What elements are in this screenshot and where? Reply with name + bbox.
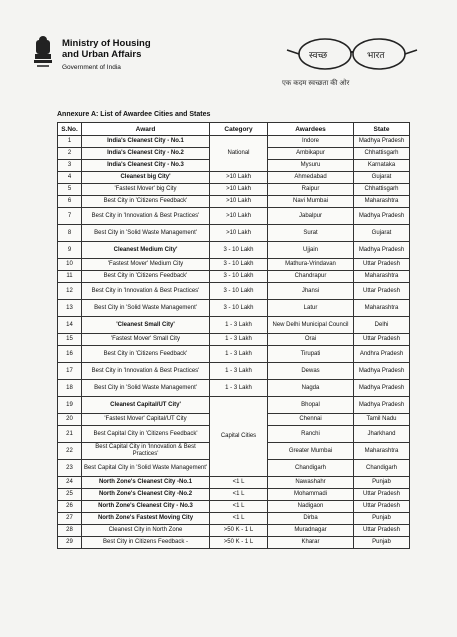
cell-awardee: Ujjain [268,242,354,259]
header-award: Award [82,123,210,136]
cell-awardee: Navi Mumbai [268,196,354,208]
cell-awardee: Indore [268,136,354,148]
cell-state: Gujarat [354,172,410,184]
cell-award: Best City in 'Citizens Feedback' [82,196,210,208]
cell-sno: 3 [58,160,82,172]
cell-awardee: Ahmedabad [268,172,354,184]
cell-sno: 1 [58,136,82,148]
cell-sno: 22 [58,443,82,460]
cell-award: India's Cleanest City - No.1 [82,136,210,148]
cell-award: 'Cleanest Small City' [82,317,210,334]
cell-award: Cleanest City in North Zone [82,525,210,537]
table-header-row [58,123,410,136]
cell-awardee: Nagda [268,380,354,397]
cell-category-capital: Capital Cities [210,397,268,477]
table-row [58,184,410,196]
cell-awardee: Jhansi [268,283,354,300]
cell-award: Best Capital City in 'Solid Waste Management' [82,460,210,477]
cell-state: Madhya Pradesh [354,363,410,380]
table-row [58,136,410,148]
cell-awardee: Mathura-Vrindavan [268,259,354,271]
svg-text:भारत: भारत [367,51,385,61]
header-category: Category [210,123,268,136]
cell-state: Uttar Pradesh [354,525,410,537]
cell-award: North Zone's Fastest Moving City [82,513,210,525]
cell-state: Uttar Pradesh [354,283,410,300]
cell-awardee: Ambikapur [268,148,354,160]
cell-awardee: Chandigarh [268,460,354,477]
cell-sno: 27 [58,513,82,525]
cell-sno: 19 [58,397,82,414]
cell-sno: 6 [58,196,82,208]
cell-category: 3 - 10 Lakh [210,300,268,317]
table-row [58,334,410,346]
cell-category: <1 L [210,513,268,525]
cell-awardee: Nadigaon [268,501,354,513]
cell-sno: 12 [58,283,82,300]
table-row [58,317,410,334]
cell-award: Best Capital City in 'Citizens Feedback' [82,426,210,443]
cell-sno: 5 [58,184,82,196]
cell-sno: 17 [58,363,82,380]
cell-category: 3 - 10 Lakh [210,259,268,271]
cell-awardee: Chennai [268,414,354,426]
cell-sno: 7 [58,208,82,225]
table-row [58,380,410,397]
header [32,34,432,94]
table-row [58,525,410,537]
cell-award: Best Capital City in 'Innovation & Best Practices' [82,443,210,460]
cell-award: Best City in Citizens Feedback - [82,537,210,549]
cell-award: 'Fastest Mover' Capital/UT City [82,414,210,426]
cell-sno: 23 [58,460,82,477]
cell-awardee: Muradnagar [268,525,354,537]
cell-category-national: National [210,136,268,172]
cell-awardee: Bhopal [268,397,354,414]
government-label: Government of India [62,64,121,71]
header-awardees: Awardees [268,123,354,136]
cell-sno: 29 [58,537,82,549]
cell-category: 1 - 3 Lakh [210,380,268,397]
table-row [58,283,410,300]
cell-sno: 16 [58,346,82,363]
cell-awardee: Surat [268,225,354,242]
cell-award: Cleanest Medium City' [82,242,210,259]
cell-awardee: Jabalpur [268,208,354,225]
cell-award: Best City in 'Innovation & Best Practices' [82,363,210,380]
cell-award: Best City in 'Solid Waste Management' [82,300,210,317]
cell-sno: 10 [58,259,82,271]
cell-award: Cleanest big City' [82,172,210,184]
cell-state: Maharashtra [354,443,410,460]
cell-state: Madhya Pradesh [354,208,410,225]
cell-state: Uttar Pradesh [354,489,410,501]
cell-award: Cleanest Capital/UT City' [82,397,210,414]
national-emblem-icon [32,34,54,74]
cell-award: North Zone's Cleanest City -No.2 [82,489,210,501]
cell-sno: 25 [58,489,82,501]
cell-awardee: Kharar [268,537,354,549]
header-state: State [354,123,410,136]
cell-category: <1 L [210,501,268,513]
cell-awardee: Orai [268,334,354,346]
cell-state: Maharashtra [354,196,410,208]
table-row [58,537,410,549]
cell-sno: 21 [58,426,82,443]
table-row [58,196,410,208]
cell-sno: 11 [58,271,82,283]
cell-state: Punjab [354,513,410,525]
cell-award: North Zone's Cleanest City - No.3 [82,501,210,513]
cell-awardee: Tirupati [268,346,354,363]
cell-category: 1 - 3 Lakh [210,334,268,346]
cell-award: 'Fastest Mover' Medium City [82,259,210,271]
cell-state: Chhattisgarh [354,148,410,160]
cell-state: Madhya Pradesh [354,380,410,397]
cell-award: 'Fastest Mover' Small City [82,334,210,346]
table-row [58,271,410,283]
table-row [58,172,410,184]
cell-awardee: Ranchi [268,426,354,443]
cell-state: Punjab [354,537,410,549]
cell-sno: 26 [58,501,82,513]
ministry-line-2: and Urban Affairs [62,49,142,60]
cell-award: Best City in 'Citizens Feedback' [82,271,210,283]
cell-category: 3 - 10 Lakh [210,271,268,283]
cell-awardee: Raipur [268,184,354,196]
cell-category: >50 K - 1 L [210,537,268,549]
cell-sno: 4 [58,172,82,184]
cell-awardee: Chandrapur [268,271,354,283]
svg-text:स्वच्छ: स्वच्छ [309,51,328,61]
cell-sno: 8 [58,225,82,242]
cell-category: 1 - 3 Lakh [210,346,268,363]
logo-tagline: एक कदम स्वच्छता की ओर [282,80,350,87]
cell-award: India's Cleanest City - No.2 [82,148,210,160]
ministry-line-1: Ministry of Housing [62,38,151,49]
cell-award: Best City in 'Solid Waste Management' [82,380,210,397]
cell-award: Best City in 'Innovation & Best Practices' [82,283,210,300]
cell-state: Uttar Pradesh [354,259,410,271]
cell-state: Maharashtra [354,271,410,283]
cell-award: North Zone's Cleanest City -No.1 [82,477,210,489]
cell-sno: 24 [58,477,82,489]
cell-sno: 20 [58,414,82,426]
cell-category: 1 - 3 Lakh [210,363,268,380]
cell-category: 3 - 10 Lakh [210,283,268,300]
cell-award: Best City in 'Innovation & Best Practices' [82,208,210,225]
cell-state: Madhya Pradesh [354,242,410,259]
cell-state: Delhi [354,317,410,334]
table-row [58,225,410,242]
table-row [58,363,410,380]
cell-state: Andhra Pradesh [354,346,410,363]
table-body [58,136,410,549]
table-row [58,501,410,513]
table-row [58,513,410,525]
awards-table [57,122,410,549]
cell-award: India's Cleanest City - No.3 [82,160,210,172]
cell-awardee: Dirba [268,513,354,525]
table-row [58,477,410,489]
cell-sno: 9 [58,242,82,259]
cell-awardee: Nawashahr [268,477,354,489]
cell-sno: 28 [58,525,82,537]
cell-category: >10 Lakh [210,208,268,225]
cell-state: Chhattisgarh [354,184,410,196]
cell-category: 3 - 10 Lakh [210,242,268,259]
cell-sno: 2 [58,148,82,160]
cell-state: Tamil Nadu [354,414,410,426]
table-row [58,346,410,363]
cell-awardee: Greater Mumbai [268,443,354,460]
cell-award: Best City in 'Citizens Feedback' [82,346,210,363]
cell-awardee: Latur [268,300,354,317]
cell-state: Maharashtra [354,300,410,317]
cell-award: 'Fastest Mover' big City [82,184,210,196]
cell-state: Madhya Pradesh [354,136,410,148]
ministry-name [62,38,151,60]
cell-awardee: New Delhi Municipal Council [268,317,354,334]
cell-state: Gujarat [354,225,410,242]
annexure-title: Annexure A: List of Awardee Cities and States [57,111,211,118]
table-row [58,208,410,225]
cell-category: 1 - 3 Lakh [210,317,268,334]
table-row [58,397,410,414]
cell-category: >10 Lakh [210,196,268,208]
table-row [58,259,410,271]
cell-state: Karnataka [354,160,410,172]
cell-category: >50 K - 1 L [210,525,268,537]
cell-award: Best City in 'Solid Waste Management' [82,225,210,242]
cell-state: Punjab [354,477,410,489]
cell-category: >10 Lakh [210,225,268,242]
cell-awardee: Mohammadi [268,489,354,501]
cell-category: >10 Lakh [210,184,268,196]
table-row [58,242,410,259]
cell-awardee: Dewas [268,363,354,380]
cell-sno: 18 [58,380,82,397]
cell-category: <1 L [210,489,268,501]
table-row [58,489,410,501]
cell-state: Madhya Pradesh [354,397,410,414]
cell-awardee: Mysuru [268,160,354,172]
cell-state: Jharkhand [354,426,410,443]
cell-category: <1 L [210,477,268,489]
cell-state: Chandigarh [354,460,410,477]
cell-sno: 14 [58,317,82,334]
cell-state: Uttar Pradesh [354,501,410,513]
table-row [58,300,410,317]
cell-sno: 15 [58,334,82,346]
cell-state: Uttar Pradesh [354,334,410,346]
header-sno: S.No. [58,123,82,136]
cell-category: >10 Lakh [210,172,268,184]
cell-sno: 13 [58,300,82,317]
